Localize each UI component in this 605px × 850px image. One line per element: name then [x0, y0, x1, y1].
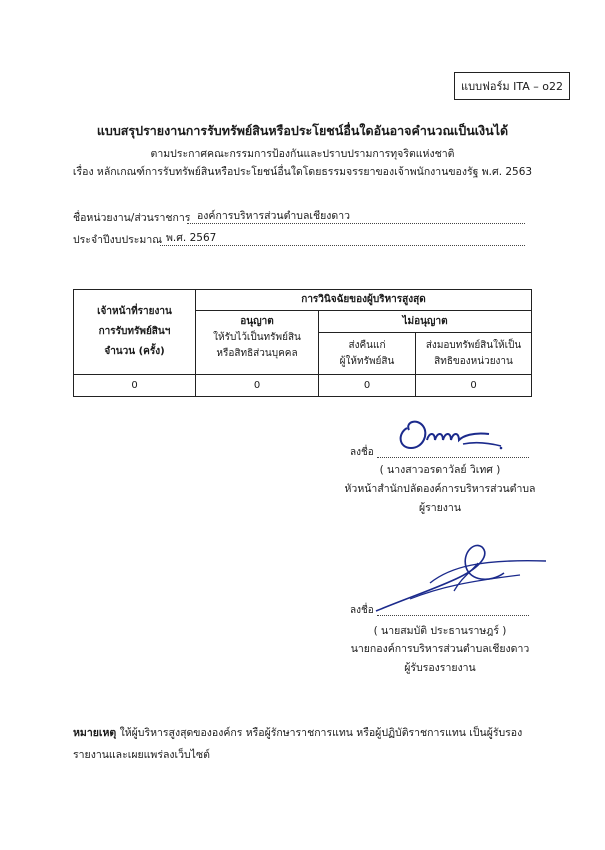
note-text-2: รายงานและเผยแพร่ลงเว็บไซต์: [73, 749, 210, 761]
certifier-sign-label: ลงชื่อ: [350, 605, 374, 616]
header-line: เจ้าหน้าที่รายงาน: [97, 306, 172, 317]
document-title: แบบสรุปรายงานการรับทรัพย์สินหรือประโยชน์อื่นใดอันอาจคำนวณเป็นเงินได้: [96, 123, 509, 138]
fiscal-year-label: ประจำปีงบประมาณ: [73, 234, 162, 246]
agency-value: องค์การบริหารส่วนตำบลเชียงดาว: [197, 210, 351, 222]
note-line-1: [73, 722, 543, 744]
agency-field: [187, 209, 525, 224]
fiscal-year-field: [160, 231, 525, 246]
return-desc-line: ส่งคืนแก่: [348, 339, 386, 351]
handover-value: 0: [416, 375, 532, 397]
reporter-signature: [393, 412, 508, 457]
approved-desc-line: ให้รับไว้เป็นทรัพย์สิน: [213, 332, 301, 343]
handover-desc-line: ส่งมอบทรัพย์สินให้เป็น: [425, 339, 522, 351]
subtitle-subject: เรื่อง หลักเกณฑ์การรับทรัพย์สินหรือประโยชน์อื่นใดโดยธรรมจรรยาของเจ้าพนักงานของรัฐ พ.ศ. 2563: [72, 166, 533, 178]
fiscal-year-value: พ.ศ. 2567: [166, 232, 217, 244]
handover-desc-line: สิทธิของหน่วยงาน: [434, 355, 513, 367]
decision-header: การวินิจฉัยของผู้บริหารสูงสุด: [196, 290, 532, 311]
approved-value: 0: [196, 375, 319, 397]
certifier-role: ผู้รับรองรายงาน: [404, 662, 476, 674]
agency-label: ชื่อหน่วยงาน/ส่วนราชการ: [73, 212, 191, 224]
form-code: แบบฟอร์ม ITA – o22: [461, 80, 563, 93]
certifier-name: ( นายสมบัติ ประธานราษฎร์ ): [373, 625, 507, 637]
approved-desc-line: หรือสิทธิส่วนบุคคล: [216, 348, 298, 359]
reported-count-value: 0: [74, 375, 196, 397]
certifier-position: นายกองค์การบริหารส่วนตำบลเชียงดาว: [350, 643, 530, 655]
reported-count-header: [74, 290, 196, 375]
approved-cell: [196, 311, 319, 375]
approved-header: อนุญาต: [240, 316, 274, 327]
note-section: [73, 722, 543, 766]
return-desc: [319, 333, 416, 375]
note-label: หมายเหตุ: [73, 727, 117, 739]
subtitle-announcement: ตามประกาศคณะกรรมการป้องกันและปราบปรามการทุจริตแห่งชาติ: [150, 148, 455, 160]
certifier-sign-line: [377, 614, 529, 616]
reporter-name: ( นางสาวอรดาวัลย์ วิเทศ ): [379, 464, 501, 476]
reporter-sign-line: [377, 456, 529, 458]
form-code-box: [454, 72, 570, 100]
header-line: จำนวน (ครั้ง): [104, 346, 165, 357]
return-desc-line: ผู้ให้ทรัพย์สิน: [339, 355, 395, 367]
header-line: การรับทรัพย์สินฯ: [98, 326, 171, 337]
reporter-position: หัวหน้าสำนักปลัดองค์การบริหารส่วนตำบล: [344, 483, 536, 495]
reporter-role: ผู้รายงาน: [418, 502, 462, 514]
certifier-signature: [370, 537, 550, 617]
not-approved-header: ไม่อนุญาต: [319, 311, 532, 333]
handover-desc: [416, 333, 532, 375]
return-value: 0: [319, 375, 416, 397]
reporter-sign-label: ลงชื่อ: [350, 447, 374, 458]
note-text-1: ให้ผู้บริหารสูงสุดขององค์กร หรือผู้รักษาราชการแทน หรือผู้ปฏิบัติราชการแทน เป็นผู้รับรอง: [116, 727, 523, 739]
report-table: [73, 289, 532, 397]
